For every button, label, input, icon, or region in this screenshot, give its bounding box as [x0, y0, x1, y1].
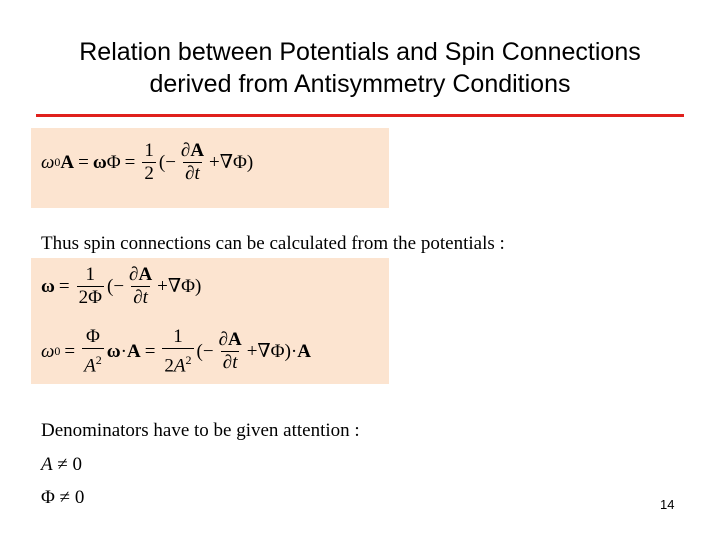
equation-box-1: [31, 128, 389, 208]
condition-a-nonzero: A ≠ 0: [41, 454, 83, 475]
title-line-2: derived from Antisymmetry Conditions: [149, 70, 571, 98]
intro-text: Thus spin connections can be calculated from the potentials :: [41, 233, 505, 254]
equation-omega: ω = $\frac{1}{2\Phi}$ (− $\frac{\partial A}{\partial t}$ +∇Φ): [41, 264, 202, 308]
condition-phi-nonzero: Φ ≠ 0: [41, 487, 85, 508]
title-line-1: Relation between Potentials and Spin Connections: [79, 38, 641, 66]
equation-omega-a: ω 0 A = ω Φ = $\frac{1}{2}$ (− $\frac{\partial A}{\partial t}$ +∇Φ): [41, 140, 254, 184]
equation-box-2: [31, 258, 389, 384]
equation-omega-0: ω 0 = $\frac{\Phi}{A^2}$ ω · A = $\frac{1}{2A^2}$ (− $\frac{\partial A}{\partial t}$ +∇Φ)· A: [41, 326, 311, 377]
page-number: 14: [660, 497, 675, 512]
slide-title: [0, 36, 720, 100]
denominators-text: Denominators have to be given attention :: [41, 420, 360, 441]
title-divider: [36, 114, 684, 117]
